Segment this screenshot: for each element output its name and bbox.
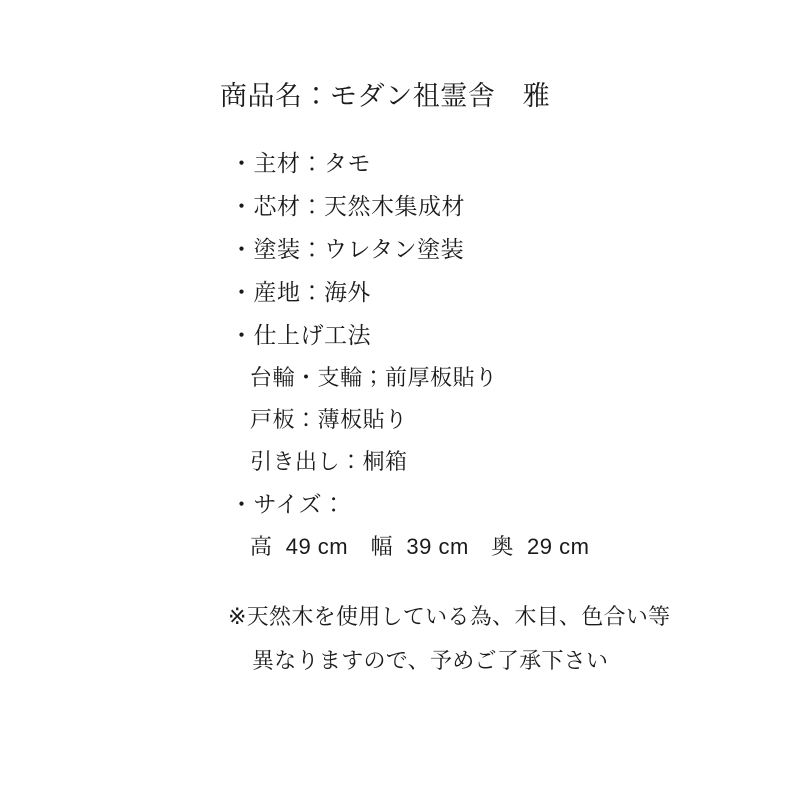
list-item: 引き出し：桐箱 xyxy=(250,448,408,474)
list-item: ・塗装：ウレタン塗装 xyxy=(230,235,465,262)
list-item: ・主材：タモ xyxy=(230,149,371,176)
list-item: ・産地：海外 xyxy=(230,278,371,305)
size-value: 高 49 cm 幅 39 cm 奥 29 cm xyxy=(250,533,590,559)
list-item: 戸板：薄板貼り xyxy=(250,406,408,432)
note-line: 異なりますので、予めご了承下さい xyxy=(252,647,609,673)
note-line: ※天然木を使用している為、木目、色合い等 xyxy=(228,603,671,629)
disclaimer-note xyxy=(228,603,740,673)
list-item: 台輪・支輪；前厚板貼り xyxy=(250,364,498,390)
list-item: ・芯材：天然木集成材 xyxy=(230,192,465,219)
size-label: ・サイズ： xyxy=(230,490,346,517)
size-section xyxy=(230,490,740,517)
spec-list xyxy=(230,149,740,348)
page-title: 商品名：モダン祖霊舎 雅 xyxy=(220,81,551,111)
list-item: ・仕上げ工法 xyxy=(230,321,371,348)
finish-detail-list xyxy=(250,364,740,474)
